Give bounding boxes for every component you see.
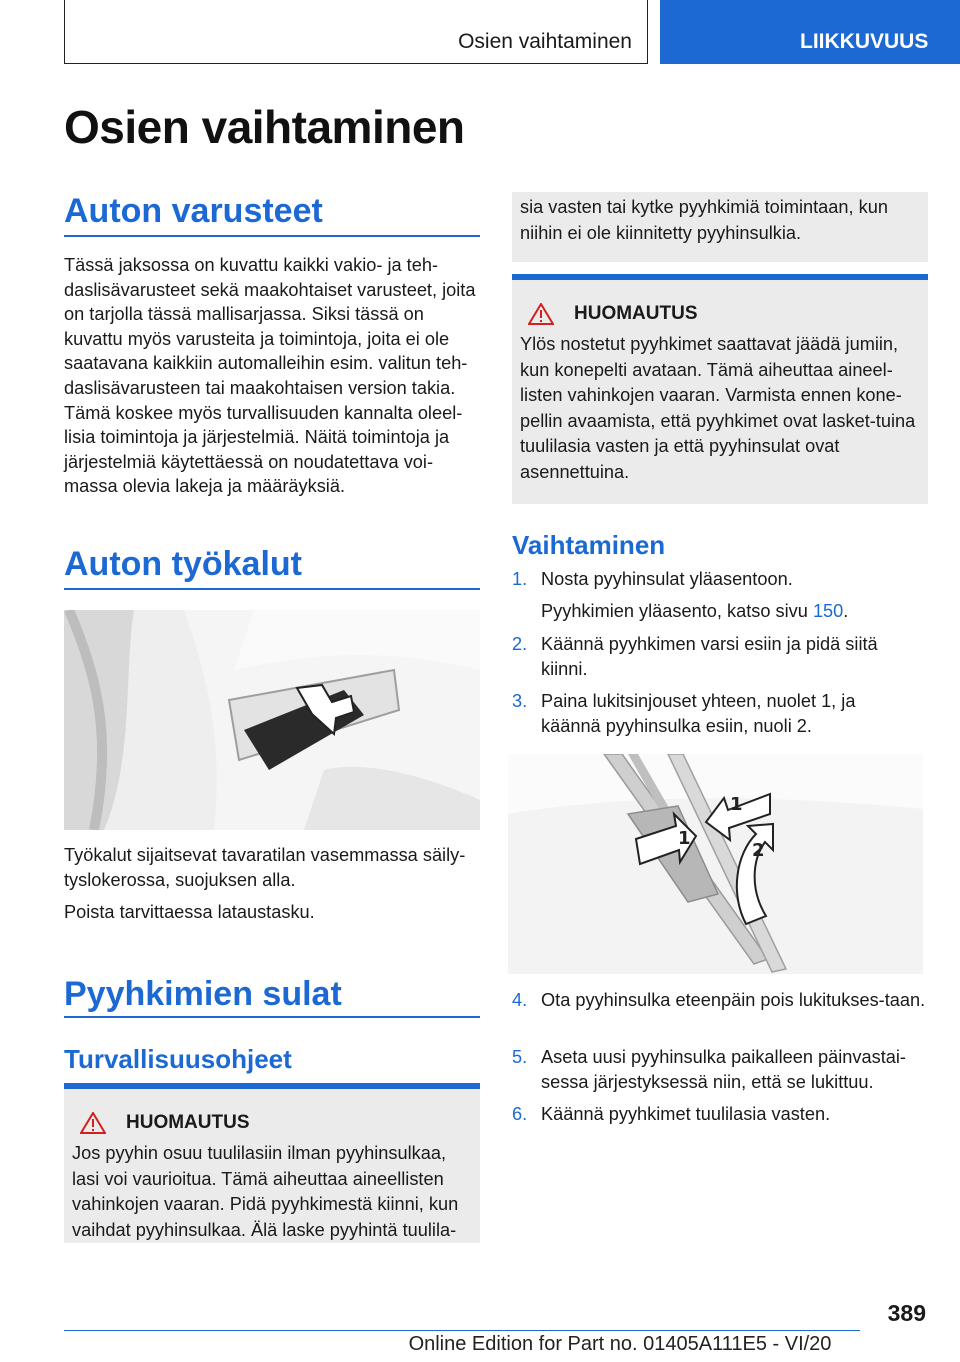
step-text: Paina lukitsinjouset yhteen, nuolet 1, ja käännä pyyhinsulka esiin, nuoli 2.	[541, 691, 856, 736]
heading-rule	[64, 1016, 480, 1018]
equipment-paragraph: Tässä jaksossa on kuvattu kaikki vakio- ja teh-daslisävarusteet sekä maakohtaiset varusteet, joita on tarjolla tässä mallisarjassa. Siksi tässä on kuvattu myös varusteita ja toimintoja, joita ei ole saatavana kaikkiin automalleihin esim. valitun teh-daslisävarusteen tai maakohtaisen version takia. Tämä koskee myös turvallisuuden kannalta oleel-lisia toimintoja ja järjestelmiä. Näitä toimintoja ja järjestelmiä käytettäessä on noudatettava voi-massa olevia lakeja ja määräyksiä.	[64, 255, 476, 497]
wiper-blade-figure	[508, 754, 923, 974]
step-reference	[541, 599, 931, 624]
heading-vaihtaminen: Vaihtaminen	[512, 530, 666, 560]
step-text: Nosta pyyhinsulat yläasentoon.	[541, 569, 793, 589]
step-number: 6.	[512, 1104, 528, 1124]
step-number: 4.	[512, 990, 528, 1010]
step-number: 1.	[512, 569, 528, 589]
notice-text: Jos pyyhin osuu tuulilasiin ilman pyyhinsulkaa, lasi voi vaurioitua. Tämä aiheuttaa aineellisten vahinkojen vaaran. Pidä pyyhkimestä kiinni, kun vaihdat pyyhinsulkaa. Älä laske pyyhintä tuulila-	[72, 1143, 459, 1240]
page-title: Osien vaihtaminen	[64, 101, 465, 153]
arrow-label-1: 1	[730, 794, 743, 815]
heading-rule	[64, 235, 480, 237]
trunk-compartment-figure	[64, 610, 480, 830]
header-chapter-title: Osien vaihtaminen	[458, 30, 632, 53]
header-section-tab[interactable]: LIIKKUVUUS	[660, 0, 960, 64]
heading-pyyhkimien-sulat: Pyyhkimien sulat	[64, 975, 342, 1013]
heading-auton-tyokalut: Auton työkalut	[64, 545, 302, 583]
notice-bar	[64, 1083, 480, 1089]
step-number: 2.	[512, 634, 528, 654]
warning-triangle-icon	[528, 303, 554, 325]
trunk-compartment-illustration	[64, 610, 480, 830]
step-text: Ota pyyhinsulka eteenpäin pois lukitukses-taan.	[541, 990, 926, 1010]
notice-label: HUOMAUTUS	[574, 303, 698, 324]
warning-triangle-icon	[80, 1112, 106, 1134]
notice-text-continued: sia vasten tai kytke pyyhkimiä toimintaan, kun niihin ei ole kiinnitetty pyyhinsulkia.	[520, 197, 888, 243]
footer-rule	[64, 1330, 860, 1331]
heading-turvallisuusohjeet: Turvallisuusohjeet	[64, 1044, 292, 1074]
notice-box	[64, 1083, 480, 1243]
notice-box	[512, 274, 928, 504]
tools-remove-text: Poista tarvittaessa lataustasku.	[64, 902, 315, 922]
heading-rule	[64, 588, 480, 590]
notice-heading	[528, 299, 920, 329]
step-reference-end: .	[843, 601, 849, 621]
page-number: 389	[887, 1300, 926, 1326]
footer-edition-text: Online Edition for Part no. 01405A111E5 - VI/20	[408, 1333, 832, 1355]
step-number: 3.	[512, 691, 528, 711]
step-text: Aseta uusi pyyhinsulka paikalleen päinvastai-sessa järjestyksessä niin, että se lukittuu.	[541, 1047, 906, 1092]
arrow-label-2: 2	[752, 840, 765, 861]
step-number: 5.	[512, 1047, 528, 1067]
notice-heading	[80, 1108, 472, 1138]
arrow-label-1: 1	[678, 828, 691, 849]
step-reference-text: Pyyhkimien yläasento, katso sivu	[541, 601, 813, 621]
notice-continuation-box	[512, 192, 928, 262]
step-text: Käännä pyyhkimen varsi esiin ja pidä siitä kiinni.	[541, 634, 878, 679]
wiper-blade-illustration	[508, 754, 923, 974]
notice-text: Ylös nostetut pyyhkimet saattavat jäädä jumiin, kun konepelti avataan. Tämä aiheuttaa aineel-listen vahinkojen vaaran. Varmista ennen kone-pellin avaamista, että pyyhkimet ovat lasket-tuina tuulilasia vasten ja että pyyhinsulat ovat asennettuina.	[520, 334, 916, 482]
heading-auton-varusteet: Auton varusteet	[64, 192, 323, 230]
tools-location-text: Työkalut sijaitsevat tavaratilan vasemmassa säily-tyslokerossa, suojuksen alla.	[64, 845, 466, 890]
notice-bar	[512, 274, 928, 280]
step-text: Käännä pyyhkimet tuulilasia vasten.	[541, 1104, 831, 1124]
page-reference-link[interactable]: 150	[812, 601, 844, 621]
notice-label: HUOMAUTUS	[126, 1112, 250, 1133]
